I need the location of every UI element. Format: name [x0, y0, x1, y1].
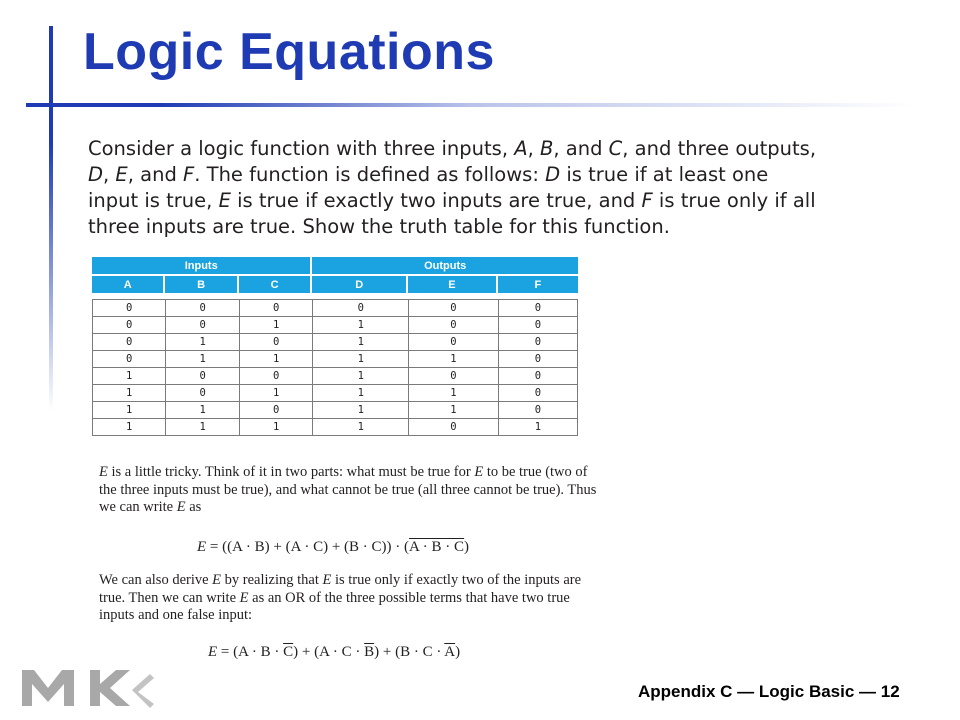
- explanation-paragraph-1: E is a little tricky. Think of it in two parts: what must be true for E to be true (two of the three inputs must be true), and what cannot be true (all three cannot be true). Thus we can write E as: [99, 464, 597, 515]
- table-cell: 1: [312, 368, 408, 385]
- table-cell: 0: [408, 368, 498, 385]
- table-cell: 0: [239, 334, 313, 351]
- equation-2: $E = (A \cdot B \cdot \overline{C}) + (A \cdot C \cdot \overline{B}) + (B \cdot C \cdot \overline{A})$: [208, 644, 461, 660]
- table-cell: 0: [239, 368, 313, 385]
- equation-1: E = ((A · B) + (A · C) + (B · C)) · (A · B · C): [197, 539, 470, 555]
- table-row: [92, 419, 578, 436]
- column-header-d: D: [312, 276, 408, 295]
- table-row: [92, 317, 578, 334]
- column-header-c: C: [239, 276, 313, 295]
- explanation-paragraph-2: We can also derive E by realizing that E is true only if exactly two of the inputs are true. Then we can write E as an OR of the three possible terms that have two true inputs and one false input:: [99, 572, 582, 623]
- table-cell: 0: [408, 419, 498, 436]
- column-header-row: [92, 276, 578, 295]
- table-cell: 1: [92, 419, 165, 436]
- table-row: [92, 368, 578, 385]
- group-header-row: [92, 257, 578, 276]
- table-cell: 0: [408, 317, 498, 334]
- table-cell: 0: [165, 317, 238, 334]
- table-cell: 0: [498, 368, 578, 385]
- table-cell: 1: [239, 351, 313, 368]
- table-cell: 0: [165, 368, 238, 385]
- table-cell: 0: [498, 385, 578, 402]
- table-cell: 1: [312, 419, 408, 436]
- table-cell: 0: [408, 299, 498, 317]
- table-cell: 1: [408, 351, 498, 368]
- slide-footer: Appendix C — Logic Basic — 12: [638, 682, 900, 701]
- table-cell: 0: [92, 351, 165, 368]
- group-header-outputs: Outputs: [312, 257, 578, 276]
- table-cell: 0: [92, 299, 165, 317]
- title-horizontal-rule: [26, 103, 916, 107]
- table-cell: 1: [92, 385, 165, 402]
- table-cell: 0: [498, 402, 578, 419]
- problem-statement: Consider a logic function with three inputs, A, B, and C, and three outputs, D, E, and F. The function is defined as follows: D is true if at least one input is true, E is true if exactly two inputs are true, and F is true only if all three inputs are true. Show the truth table for this function.: [88, 137, 817, 238]
- table-cell: 0: [239, 299, 313, 317]
- table-cell: 1: [312, 385, 408, 402]
- table-cell: 0: [498, 299, 578, 317]
- table-cell: 1: [312, 351, 408, 368]
- table-cell: 1: [408, 385, 498, 402]
- table-cell: 1: [312, 402, 408, 419]
- table-cell: 0: [498, 334, 578, 351]
- column-header-e: E: [408, 276, 498, 295]
- truth-table: [92, 257, 578, 436]
- table-row: [92, 334, 578, 351]
- table-cell: 1: [239, 317, 313, 334]
- table-cell: 1: [165, 351, 238, 368]
- table-row: [92, 385, 578, 402]
- table-row: [92, 402, 578, 419]
- table-row: [92, 351, 578, 368]
- table-cell: 1: [239, 385, 313, 402]
- slide-title: Logic Equations: [83, 23, 495, 81]
- table-cell: 1: [312, 317, 408, 334]
- table-cell: 0: [498, 317, 578, 334]
- table-cell: 1: [239, 419, 313, 436]
- table-cell: 0: [92, 317, 165, 334]
- table-cell: 0: [165, 385, 238, 402]
- column-header-b: B: [165, 276, 238, 295]
- table-cell: 1: [312, 334, 408, 351]
- table-cell: 1: [165, 334, 238, 351]
- truth-table-body: [92, 295, 578, 436]
- table-cell: 1: [498, 419, 578, 436]
- table-row: [92, 299, 578, 317]
- mk-logo-icon: [20, 664, 160, 708]
- group-header-inputs: Inputs: [92, 257, 312, 276]
- table-cell: 1: [408, 402, 498, 419]
- table-cell: 0: [408, 334, 498, 351]
- table-cell: 1: [92, 368, 165, 385]
- table-cell: 0: [165, 299, 238, 317]
- column-header-a: A: [92, 276, 165, 295]
- table-cell: 1: [92, 402, 165, 419]
- table-cell: 1: [165, 402, 238, 419]
- table-cell: 0: [498, 351, 578, 368]
- title-vertical-rule: [49, 26, 53, 411]
- table-cell: 1: [165, 419, 238, 436]
- table-cell: 0: [239, 402, 313, 419]
- table-cell: 0: [92, 334, 165, 351]
- column-header-f: F: [498, 276, 578, 295]
- table-cell: 0: [312, 299, 408, 317]
